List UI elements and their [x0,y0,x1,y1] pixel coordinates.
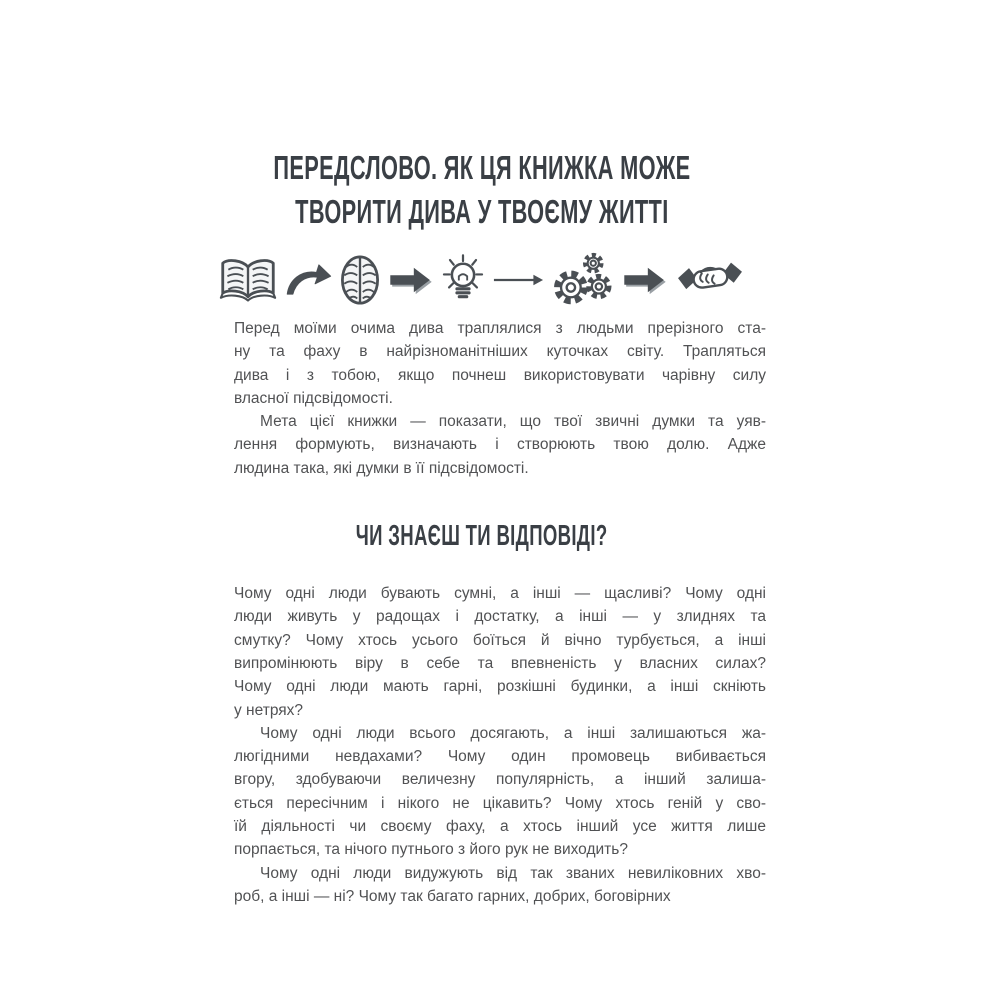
curved-arrow-icon [284,263,332,297]
text-line: їй діяльності чи своєму фаху, а хтось інший усе життя лише [234,818,766,836]
thick-arrow-right-icon [388,264,434,296]
text-line: лення формують, визначають і створюють твою долю. Адже [234,436,766,454]
chapter-title-line-2: ТВОРИТИ ДИВА У ТВОЄМУ ЖИТТІ [295,193,669,230]
concept-flow-icons [219,252,745,308]
text-line: Чому одні люди всього досягають, а інші залишаються жа- [260,724,766,742]
gears-icon [551,252,615,308]
paragraph [234,410,766,480]
text-line: ється пересічним і нікого не цікавить? Чому хтось геній у сво- [234,794,766,812]
section-heading [216,520,748,552]
paragraph [234,722,766,862]
text-line: смутку? Чому хтось усього боїться й вічно турбується, а інші [234,631,766,649]
intro-section [234,317,766,480]
text-line: Чому одні люди бувають сумні, а інші — щасливі? Чому одні [234,585,766,603]
handshake-icon [675,259,745,301]
text-line: Перед моїми очима дива траплялися з людьми прерізного ста- [234,320,766,337]
text-line: випромінюють віру в себе та впевненість у власних силах? [234,654,766,672]
paragraph [234,862,766,909]
open-book-icon [219,257,277,303]
text-line: люгідними невдахами? Чому один промовець вибивається [234,748,766,766]
text-line: людина така, які думки в її підсвідомості. [234,459,529,477]
text-line: ну та фаху в найрізноманітніших куточках світу. Трапляться [234,343,766,361]
chapter-title-line-1: ПЕРЕДСЛОВО. ЯК ЦЯ КНИЖКА МОЖЕ [273,149,691,186]
paragraph [234,582,766,722]
chapter-title [166,146,798,234]
text-line: порпається, та нічого путнього з його рук не виходить? [234,841,628,859]
text-line: вгору, здобуваючи величезну популярність, а інший залиша- [234,771,766,789]
text-line: у нетрях? [234,701,304,719]
answers-section [234,582,766,908]
lightbulb-icon [441,254,485,306]
brain-icon [339,255,381,305]
page-body [234,317,766,908]
text-line: люди живуть у радощах і достатку, а інші — у злиднях та [234,608,766,626]
section-heading-text: ЧИ ЗНАЄШ ТИ ВІДПОВІДІ? [356,520,608,553]
paragraph [234,317,766,410]
text-line: Чому одні люди видужують від так званих невиліковних хво- [260,864,766,882]
chapter-header [0,0,982,308]
thin-arrow-right-icon [492,273,544,287]
text-line: Чому одні люди мають гарні, розкішні будинки, а інші скніють [234,678,766,696]
text-line: дива і з тобою, якщо почнеш використовувати чарівну силу [234,366,766,384]
text-line: Мета цієї книжки — показати, що твої звичні думки та уяв- [260,413,766,431]
thick-arrow-right-icon [622,264,668,296]
text-line: роб, а інші — ні? Чому так багато гарних, добрих, боговірних [234,887,671,905]
text-line: власної підсвідомості. [234,389,393,407]
